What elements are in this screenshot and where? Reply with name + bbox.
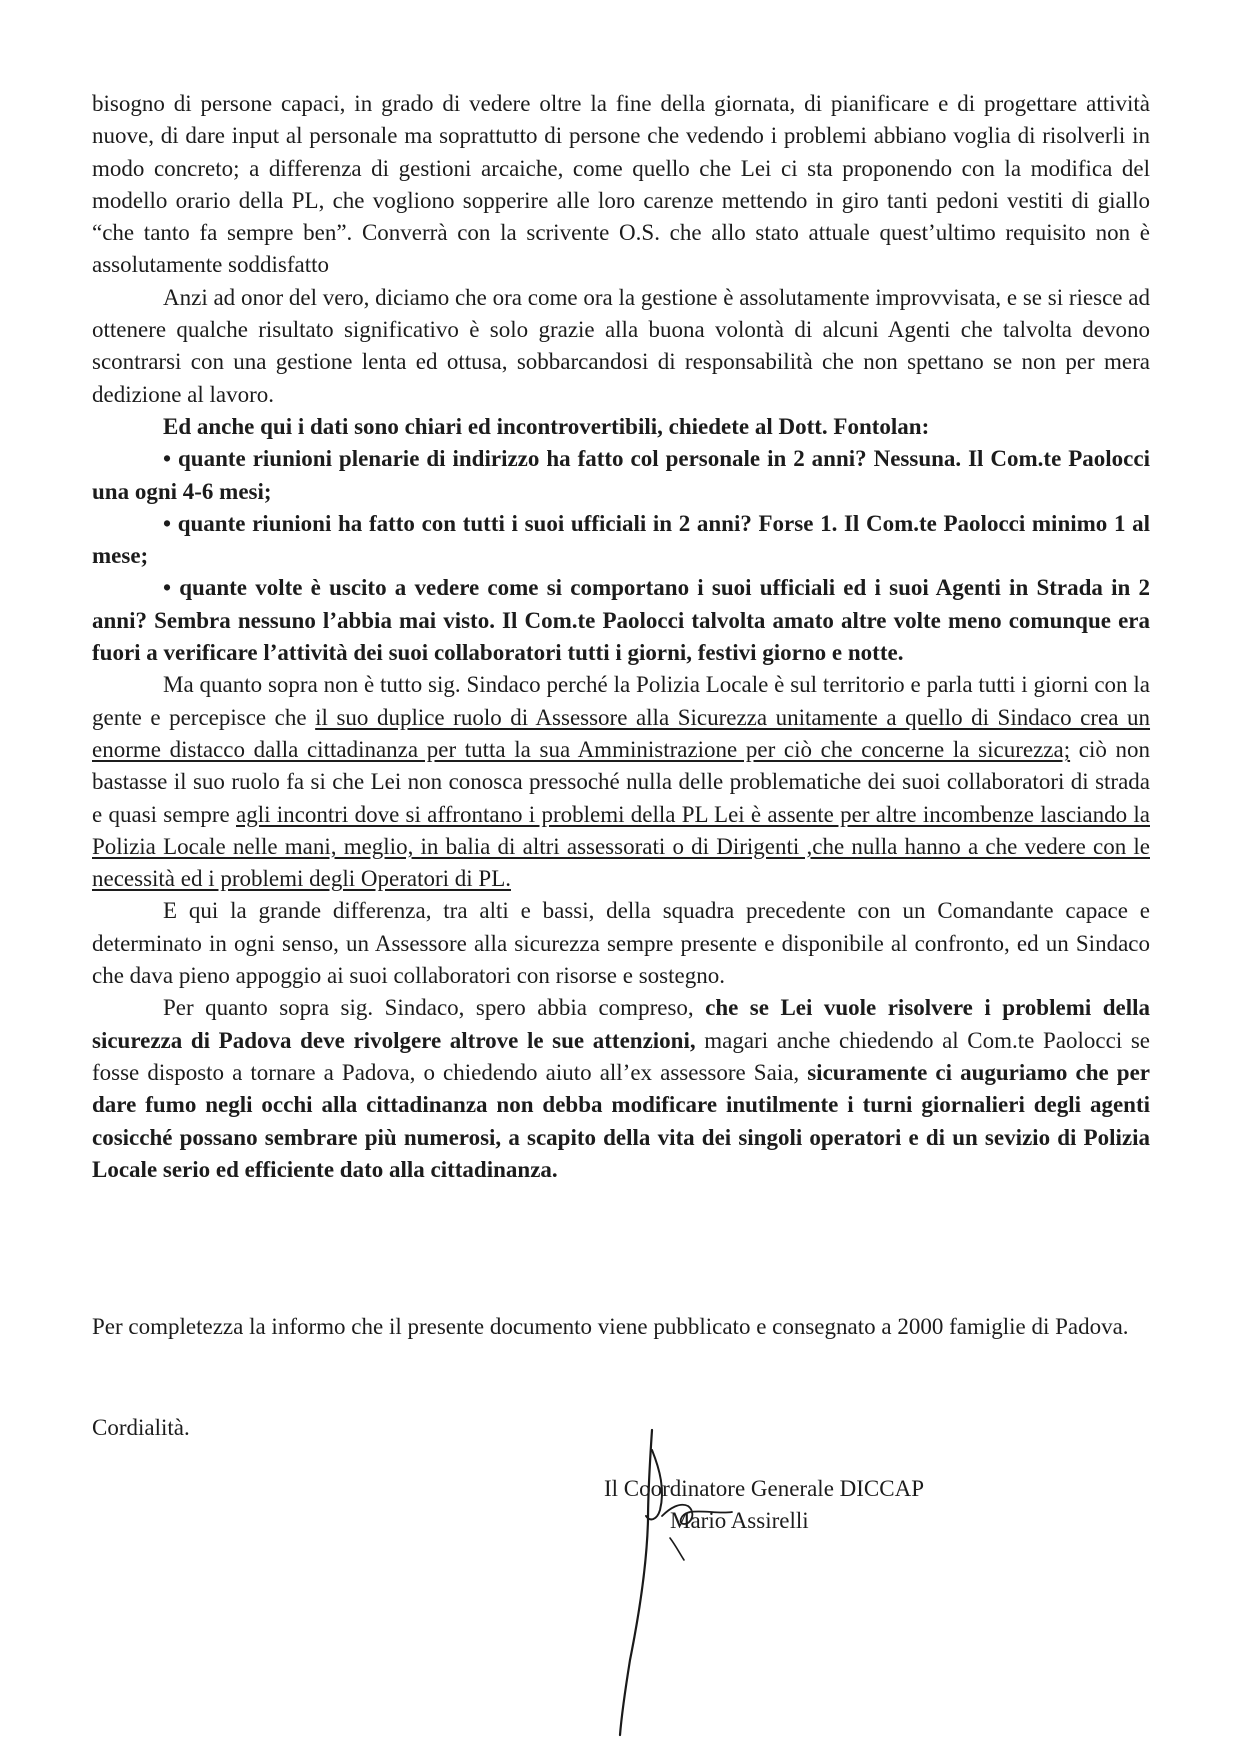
question-1: • quante riunioni plenarie di indirizzo ha fatto col personale in 2 anni? Nessuna. Il Com.te Paolocci una ogni 4-6 mesi; xyxy=(92,446,1150,504)
paragraph-4-underlined-2: agli incontri dove si affrontano i problemi della PL Lei è assente per altre incombenze lasciando la Polizia Locale nelle mani, meglio, in balia di altri assessorati o di Dirigenti ,che nulla hanno a che vedere con le necessità ed i problemi degli Operatori di PL. xyxy=(92,801,1150,892)
signatory-role: Il Coordinatore Generale DICCAP xyxy=(604,1476,925,1501)
paragraph-5: E qui la grande differenza, tra alti e bassi, della squadra precedente con un Comandante capace e determinato in ogni senso, un Assessore alla sicurezza sempre presente e disponibile al confronto, ed un Sindaco che dava pieno appoggio ai suoi collaboratori con risorse e sostegno. xyxy=(92,898,1150,989)
paragraph-6-text-a: Per quanto sopra sig. Sindaco, spero abbia compreso, xyxy=(163,995,706,1021)
paragraph-6-bold-2: sicuramente ci auguriamo che per dare fumo negli occhi alla cittadinanza non debba modificare inutilmente i turni giornalieri degli agenti cosicché possano sembrare più numerosi, a scapito della vita dei singoli operatori e di un sevizio di Polizia Locale serio ed efficiente dato alla cittadinanza. xyxy=(92,1059,1150,1182)
paragraph-6 xyxy=(92,992,1150,1186)
paragraph-4-underlined-1: il suo duplice ruolo di Assessore alla Sicurezza unitamente a quello di Sindaco crea un enorme distacco dalla cittadinanza per tutta la sua Amministrazione per ciò che concerne la sicurezza; xyxy=(92,704,1151,762)
handwritten-signature xyxy=(600,1420,800,1740)
paragraph-6-text-c: magari anche chiedendo al Com.te Paolocci se fosse disposto a tornare a Padova, o chiedendo aiuto all’ex assessore Saia, xyxy=(92,1027,1150,1085)
regards-line: Cordialità. xyxy=(92,1415,190,1440)
paragraph-4-text-a: Ma quanto sopra non è tutto sig. Sindaco perché la Polizia Locale è sul territorio e parla tutti i giorni con la gente e percepisce che xyxy=(92,672,1150,730)
paragraph-1: bisogno di persone capaci, in grado di vedere oltre la fine della giornata, di pianificare e di progettare attività nuove, di dare input al personale ma soprattutto di persone che vedendo i problemi abbiano voglia di risolverli in modo concreto; a differenza di gestioni arcaiche, come quello che Lei ci sta proponendo con la modifica del modello orario della PL, che vogliono sopperire alle loro carenze mettendo in giro tanti pedoni vestiti di giallo “che tanto fa sempre ben”. Converrà con la scrivente O.S. che allo stato attuale quest’ultimo requisito non è assolutamente soddisfatto xyxy=(92,91,1150,278)
paragraph-2: Anzi ad onor del vero, diciamo che ora come ora la gestione è assolutamente improvvisata, e se si riesce ad ottenere qualche risultato significativo è solo grazie alla buona volontà di alcuni Agenti che talvolta devono scontrarsi con una gestione lenta ed ottusa, sobbarcandosi di responsabilità che non spettano se non per mera dedizione al lavoro. xyxy=(92,284,1150,407)
paragraph-6-bold-1: che se Lei vuole risolvere i problemi della sicurezza di Padova deve rivolgere altrove le sue attenzioni, xyxy=(92,995,1150,1053)
paragraph-3: Ed anche qui i dati sono chiari ed incontrovertibili, chiedete al Dott. Fontolan: xyxy=(163,413,930,439)
signatory-name: Mario Assirelli xyxy=(670,1508,809,1533)
question-3: • quante volte è uscito a vedere come si comportano i suoi ufficiali ed i suoi Agenti in Strada in 2 anni? Sembra nessuno l’abbia mai visto. Il Com.te Paolocci talvolta amato altre volte meno comunque era fuori a verificare l’attività dei suoi collaboratori tutti i giorni, festivi giorno e notte. xyxy=(92,575,1150,666)
paragraph-4 xyxy=(92,669,1150,895)
question-2: • quante riunioni ha fatto con tutti i suoi ufficiali in 2 anni? Forse 1. Il Com.te Paolocci minimo 1 al mese; xyxy=(92,510,1150,569)
paragraph-4-text-b: ciò non bastasse il suo ruolo fa si che Lei non conosca pressoché nulla delle problematiche dei suoi collaboratori di strada e quasi sempre xyxy=(92,736,1150,827)
letter-body xyxy=(92,88,1150,1186)
closing-paragraph: Per completezza la informo che il presente documento viene pubblicato e consegnato a 2000 famiglie di Padova. xyxy=(92,1314,1129,1339)
